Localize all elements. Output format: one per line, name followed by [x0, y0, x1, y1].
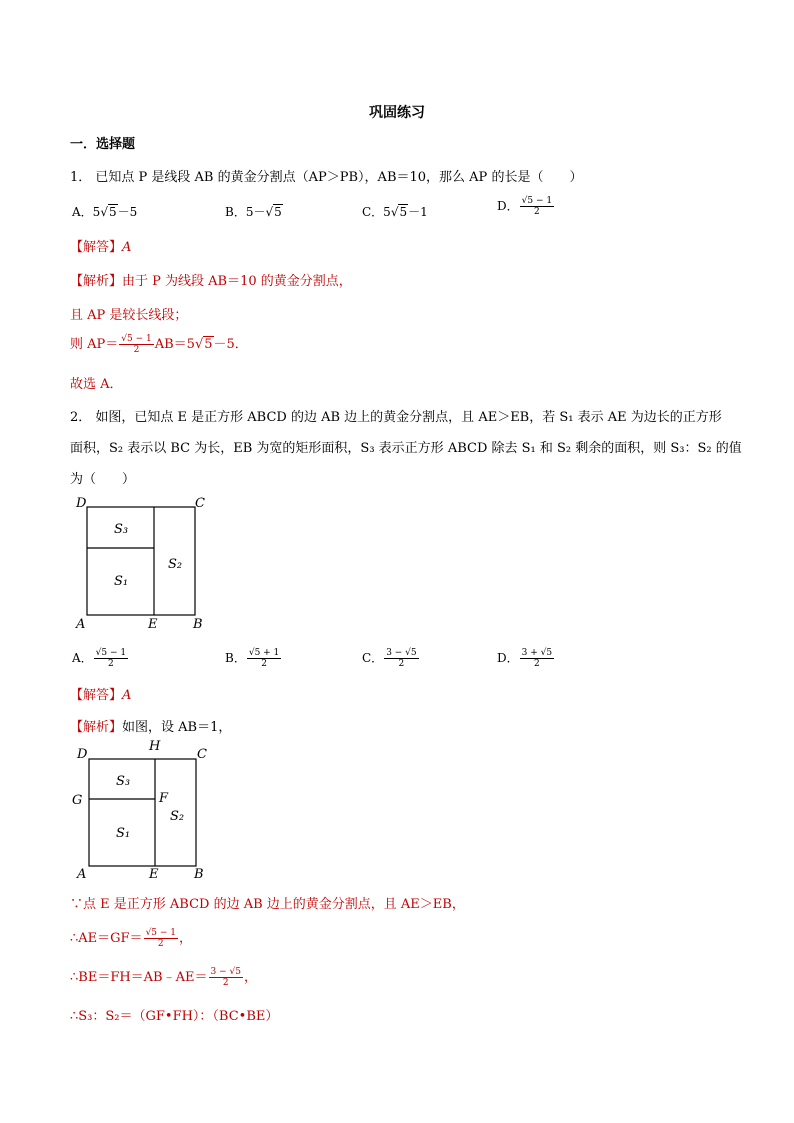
answer-value: A: [122, 240, 132, 255]
q2-step-3: [70, 966, 257, 988]
fraction-denominator: 2: [533, 207, 540, 217]
analysis-text: 由于 P 为线段 AB＝10 的黄金分割点，: [122, 274, 352, 289]
fraction-denominator: 2: [133, 345, 140, 355]
section-heading: 一．选择题: [70, 137, 136, 152]
label-d: D: [76, 496, 87, 511]
fraction: [94, 648, 128, 669]
fraction: [520, 196, 554, 217]
q1-option-d[interactable]: [497, 196, 555, 217]
fraction-numerator: √5 − 1: [145, 928, 177, 938]
label-e: E: [149, 867, 159, 882]
sqrt-symbol: √5: [100, 205, 117, 219]
fraction-numerator: √5 + 1: [248, 648, 280, 658]
fraction-numerator: 3 + √5: [521, 648, 553, 658]
fraction-numerator: √5 − 1: [95, 648, 127, 658]
fraction-denominator: 2: [261, 659, 267, 669]
fraction-denominator: 2: [222, 978, 229, 988]
q2-option-c[interactable]: [362, 648, 420, 669]
label-e: E: [148, 617, 158, 632]
fraction-denominator: 2: [398, 659, 405, 669]
label-f: F: [159, 791, 169, 806]
q2-option-a-prefix: A．: [72, 651, 93, 665]
square-figure-annotated: [70, 736, 220, 884]
fraction-numerator: 3 − √5: [386, 648, 417, 658]
fraction: [384, 648, 418, 669]
q1-option-c-radicand: 5: [399, 205, 408, 219]
label-s3: S₃: [116, 774, 131, 789]
analysis-radicand: 5: [204, 337, 213, 352]
label-b: B: [193, 617, 203, 632]
q1-analysis-3: [70, 333, 248, 355]
q1-option-b[interactable]: [225, 203, 283, 220]
q1-option-c[interactable]: [362, 203, 428, 220]
step-prefix: ∴BE＝FH＝AB﹣AE＝: [70, 970, 208, 985]
fraction: [247, 648, 281, 669]
q2-stem-line-1: 2． 如图，已知点 E 是正方形 ABCD 的边 AB 边上的黄金分割点，且 AE＞EB，若 S₁ 表示 AE 为边长的正方形: [70, 410, 722, 425]
label-s2: S₂: [170, 809, 185, 824]
label-g: G: [72, 793, 83, 808]
q2-stem-line-2: 面积，S₂ 表示以 BC 为长，EB 为宽的矩形面积，S₃ 表示正方形 ABCD 除去 S₁ 和 S₂ 剩余的面积，则 S₃：S₂ 的值: [70, 441, 742, 456]
answer-tag: 【解答】: [70, 688, 123, 703]
q2-step-4: ∴S₃：S₂＝（GF•FH）：（BC•BE）: [70, 1009, 279, 1024]
q1-option-c-prefix: C．5: [362, 205, 391, 219]
q1-analysis-2: 且 AP 是较长线段；: [70, 308, 188, 323]
label-a: A: [77, 867, 87, 882]
label-d: D: [77, 747, 88, 762]
q2-stem-line-3: 为（ ）: [70, 472, 136, 487]
fraction: [119, 334, 153, 355]
fraction-numerator: √5 − 1: [121, 334, 152, 344]
q2-option-b[interactable]: [225, 648, 282, 669]
label-b: B: [194, 867, 204, 882]
q2-step-2: [70, 927, 192, 949]
label-h: H: [149, 739, 161, 754]
sqrt-symbol: √5: [390, 205, 408, 219]
label-s1: S₁: [116, 826, 131, 841]
analysis-prefix: 则 AP＝: [70, 337, 119, 352]
fraction-denominator: 2: [108, 659, 114, 669]
q1-answer: [70, 236, 131, 255]
fraction-numerator: 3 − √5: [210, 967, 241, 977]
fraction-denominator: 2: [157, 939, 164, 949]
analysis-tag: 【解析】: [70, 720, 123, 735]
q2-option-c-prefix: C．: [362, 651, 384, 665]
q2-step-1: ∵点 E 是正方形 ABCD 的边 AB 边上的黄金分割点，且 AE＞EB，: [70, 897, 465, 912]
q2-analysis-1: [70, 716, 231, 735]
q2-answer: [70, 684, 131, 703]
q1-stem: 1． 已知点 P 是线段 AB 的黄金分割点（AP＞PB），AB＝10，那么 AP 的长是（ ）: [70, 170, 583, 185]
q1-analysis-1: [70, 270, 352, 289]
sqrt-symbol: √5: [265, 205, 282, 219]
fraction-numerator: √5 − 1: [521, 196, 553, 206]
q2-option-d[interactable]: [497, 648, 555, 669]
q2-option-d-prefix: D．: [497, 651, 519, 665]
q1-option-a-suffix: －5: [117, 205, 138, 219]
step-prefix: ∴AE＝GF＝: [70, 931, 143, 946]
fraction-denominator: 2: [533, 659, 540, 669]
step-suffix: ，: [179, 931, 193, 946]
label-a: A: [76, 617, 86, 632]
q1-choose: 故选 A．: [70, 377, 123, 392]
square-figure: [70, 494, 220, 634]
q1-option-b-prefix: B．5－: [225, 205, 266, 219]
q1-option-a-radicand: 5: [108, 205, 117, 219]
q1-option-d-prefix: D．: [497, 199, 519, 213]
page-title: 巩固练习: [369, 105, 425, 121]
label-c: C: [197, 747, 207, 762]
label-s3: S₃: [114, 522, 129, 537]
sqrt-symbol: √5: [194, 337, 213, 352]
answer-value: A: [122, 688, 132, 703]
label-s2: S₂: [168, 557, 183, 572]
answer-tag: 【解答】: [70, 240, 123, 255]
q1-option-a-prefix: A．5: [72, 205, 101, 219]
fraction: [209, 967, 243, 988]
q1-option-a[interactable]: [72, 203, 137, 220]
analysis-mid: AB＝5: [154, 337, 195, 352]
label-s1: S₁: [114, 574, 129, 589]
fraction: [520, 648, 554, 669]
q2-option-b-prefix: B．: [225, 651, 246, 665]
analysis-suffix: －5．: [213, 337, 248, 352]
label-c: C: [195, 496, 205, 511]
analysis-text: 如图，设 AB＝1，: [122, 720, 232, 735]
q1-option-c-suffix: －1: [408, 205, 428, 219]
q1-option-b-radicand: 5: [274, 205, 282, 219]
q2-option-a[interactable]: [72, 648, 129, 669]
fraction: [144, 928, 178, 949]
step-suffix: ，: [243, 970, 257, 985]
analysis-tag: 【解析】: [70, 274, 123, 289]
